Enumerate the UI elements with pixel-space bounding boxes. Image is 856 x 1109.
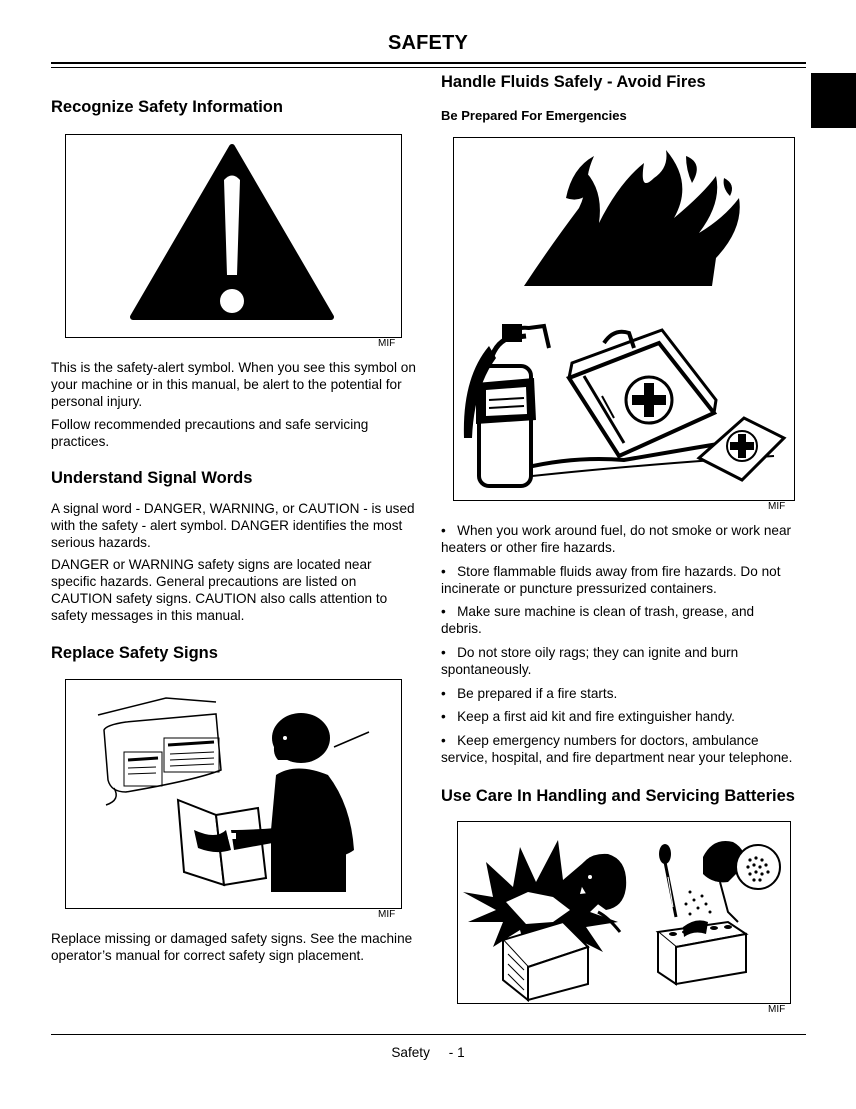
bullet-glyph: • [441, 709, 446, 724]
footer-rule [51, 1034, 806, 1035]
bullet-glyph: • [441, 733, 446, 748]
person-reading-manual-icon [66, 680, 401, 908]
paragraph: Follow recommended precautions and safe servicing practices. [51, 417, 369, 449]
bullet-glyph: • [441, 523, 446, 538]
safety-alert-triangle-icon [66, 135, 401, 337]
figure-label: MIF [378, 909, 396, 920]
bullet-glyph: • [441, 564, 446, 579]
subheading-be-prepared: Be Prepared For Emergencies [441, 108, 627, 123]
page-title: SAFETY [387, 32, 469, 54]
paragraph: DANGER or WARNING safety signs are located near specific hazards. General precautions are listed on CAUTION safety signs. CAUTION also calls attention to safety messages in this manual. [51, 557, 388, 623]
section-tab-marker [811, 73, 856, 128]
header-rule-thin [51, 67, 806, 68]
list-item: • Keep emergency numbers for doctors, ambulance service, hospital, and fire department near your telephone. [441, 733, 793, 765]
heading-understand-signal-words: Understand Signal Words [51, 469, 253, 487]
figure-battery-hazards [457, 821, 791, 1004]
paragraph: This is the safety-alert symbol. When you see this symbol on your machine or in this manual, be alert to the potential for personal injury. [51, 360, 416, 409]
heading-batteries: Use Care In Handling and Servicing Batteries [441, 787, 795, 805]
fire-extinguisher-first-aid-icon [454, 138, 794, 500]
bullet-glyph: • [441, 645, 446, 660]
list-item: • When you work around fuel, do not smoke or work near heaters or other fire hazards. [441, 523, 792, 555]
bullet-glyph: • [441, 686, 446, 701]
figure-replace-safety-signs [65, 679, 402, 909]
heading-recognize-safety-information: Recognize Safety Information [51, 98, 283, 116]
heading-handle-fluids-safely: Handle Fluids Safely - Avoid Fires [441, 73, 706, 91]
list-item: • Be prepared if a fire starts. [441, 686, 618, 701]
page-footer: Safety - 1 [391, 1045, 465, 1060]
battery-explosion-acid-icon [458, 822, 790, 1003]
list-item: • Store flammable fluids away from fire hazards. Do not incinerate or puncture pressurized containers. [441, 564, 781, 596]
heading-replace-safety-signs: Replace Safety Signs [51, 644, 218, 662]
paragraph: Replace missing or damaged safety signs. See the machine operator’s manual for correct safety sign placement. [51, 931, 413, 963]
paragraph: A signal word - DANGER, WARNING, or CAUTION - is used with the safety - alert symbol. DANGER identifies the most serious hazards. [51, 501, 415, 550]
figure-label: MIF [768, 1004, 786, 1015]
figure-label: MIF [768, 501, 786, 512]
figure-fire-emergency [453, 137, 795, 501]
list-item: • Make sure machine is clean of trash, grease, and debris. [441, 604, 755, 636]
list-item: • Do not store oily rags; they can ignite and burn spontaneously. [441, 645, 739, 677]
figure-label: MIF [378, 338, 396, 349]
figure-safety-alert-symbol [65, 134, 402, 338]
header-rule-thick [51, 62, 806, 64]
bullet-glyph: • [441, 604, 446, 619]
list-item: • Keep a first aid kit and fire extinguisher handy. [441, 709, 735, 724]
